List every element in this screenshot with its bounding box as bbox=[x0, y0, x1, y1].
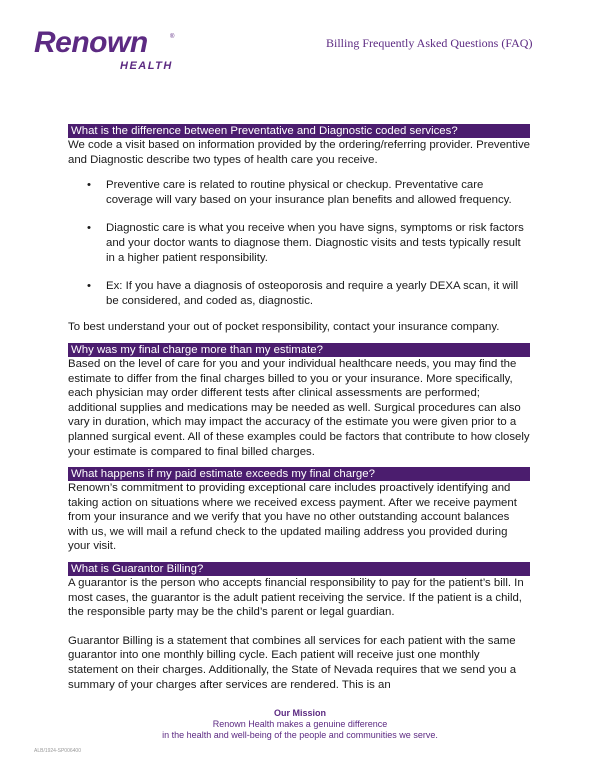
faq-body-guarantor-2: Guarantor Billing is a statement that combines all services for each patient with the same guarantor into one monthly billing cycle. Each patient will receive just one monthly statement on their charges. Additionally, the State of Nevada requires that we send you a summary of your charges after services are rendered. This is an bbox=[68, 634, 517, 691]
faq-heading-paid-estimate: What happens if my paid estimate exceeds my final charge? bbox=[68, 467, 530, 481]
faq-heading-guarantor: What is Guarantor Billing? bbox=[68, 562, 530, 576]
mission-line-2: in the health and well-being of the people and communities we serve. bbox=[162, 730, 438, 740]
renown-logo bbox=[34, 28, 184, 74]
mission-title: Our Mission bbox=[273, 708, 326, 718]
list-item bbox=[68, 279, 530, 308]
mission-footer bbox=[0, 708, 600, 741]
list-item bbox=[68, 221, 530, 265]
faq-body-final-charge: Based on the level of care for you and your individual healthcare needs, you may find the estimate to differ from the final charges billed to you or your insurance. More specifically, each physician may order different tests after clinical assessments are performed; additional supplies and medications may be needed as well. Surgical procedures can also vary in duration, which may impact the accuracy of the estimate you were given prior to a planned surgical event. All of these examples could be factors that contribute to how closely your estimate is compared to final billed charges. bbox=[68, 357, 530, 458]
faq-heading-preventative: What is the difference between Preventative and Diagnostic coded services? bbox=[68, 124, 530, 138]
faq-body-guarantor: A guarantor is the person who accepts financial responsibility to pay for the patient’s bill. In most cases, the guarantor is the adult patient receiving the service. If the patient is a child, the responsible party may be the child’s parent or legal guardian. bbox=[68, 577, 524, 619]
bullet-dot: • bbox=[87, 222, 91, 235]
document-code: ALB/1924-SP006400 bbox=[34, 748, 81, 754]
bullet-dot: • bbox=[87, 280, 91, 293]
faq-content bbox=[68, 124, 530, 692]
faq-outro-preventative: To best understand your out of pocket responsibility, contact your insurance company. bbox=[68, 321, 500, 334]
faq-body-paid-estimate: Renown’s commitment to providing exceptional care includes proactively identifying and taking action on situations where we received excess payment. After we receive payment from your insurance and we verify that you have no other outstanding account balances with us, we will mail a refund check to the updated mailing address you provided during your visit. bbox=[68, 482, 517, 553]
faq-bullet-list bbox=[68, 178, 530, 308]
bullet-dot: • bbox=[87, 179, 91, 192]
logo-subtitle: HEALTH bbox=[120, 60, 173, 72]
faq-heading-final-charge: Why was my final charge more than my estimate? bbox=[68, 343, 530, 357]
logo-wordmark: Renown bbox=[34, 26, 148, 59]
bullet-text: Diagnostic care is what you receive when you have signs, symptoms or risk factors and your doctor wants to diagnose them. Diagnostic visits and tests typically result in a higher patient responsibility. bbox=[106, 222, 524, 264]
bullet-text: Ex: If you have a diagnosis of osteoporosis and require a yearly DEXA scan, it will be considered, and coded as, diagnostic. bbox=[106, 280, 519, 307]
document-title: Billing Frequently Asked Questions (FAQ) bbox=[326, 36, 533, 50]
faq-intro-preventative: We code a visit based on information provided by the ordering/referring provider. Preventive and Diagnostic describe two types of health care you receive. bbox=[68, 139, 530, 166]
list-item bbox=[68, 178, 530, 207]
bullet-text: Preventive care is related to routine physical or checkup. Preventative care coverage will vary based on your insurance plan benefits and allowed frequency. bbox=[106, 179, 512, 206]
logo-registered-mark: ® bbox=[170, 34, 175, 40]
mission-line-1: Renown Health makes a genuine difference bbox=[212, 719, 388, 729]
